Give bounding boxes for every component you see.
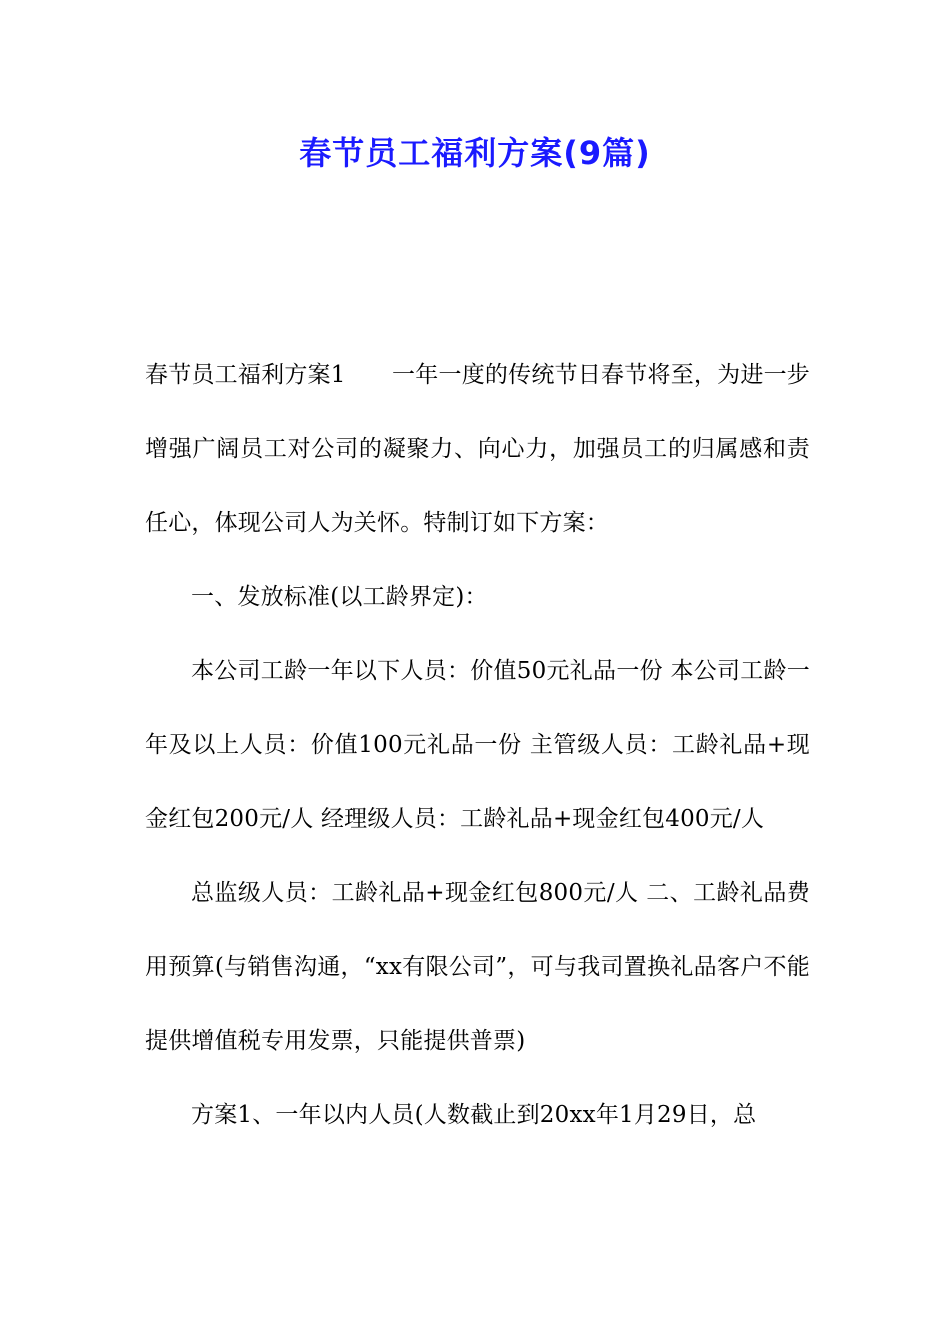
paragraph-section-heading: 一、发放标准(以工龄界定)： bbox=[191, 584, 488, 610]
paragraph-plan-one: 方案1、一年以内人员(人数截止到20xx年1月29日，总 bbox=[191, 1102, 757, 1128]
paragraph-intro: 春节员工福利方案1 一年一度的传统节日春节将至，为进一步增强广阔员工对公司的凝聚力、向心力，加强员工的归属感和责任心，体现公司人为关怀。特制订如下方案： bbox=[145, 362, 810, 536]
paragraph-standards: 本公司工龄一年以下人员：价值50元礼品一份 本公司工龄一年及以上人员：价值100元礼品一份 主管级人员：工龄礼品+现金红包200元/人 经理级人员：工龄礼品+现金红包400元/人 bbox=[145, 658, 810, 832]
paragraph-budget: 总监级人员：工龄礼品+现金红包800元/人 二、工龄礼品费用预算(与销售沟通，“xx有限公司”，可与我司置换礼品客户不能提供增值税专用发票，只能提供普票) bbox=[145, 880, 810, 1054]
document-body bbox=[145, 338, 810, 1152]
document-title: 春节员工福利方案(9篇) bbox=[299, 134, 651, 172]
